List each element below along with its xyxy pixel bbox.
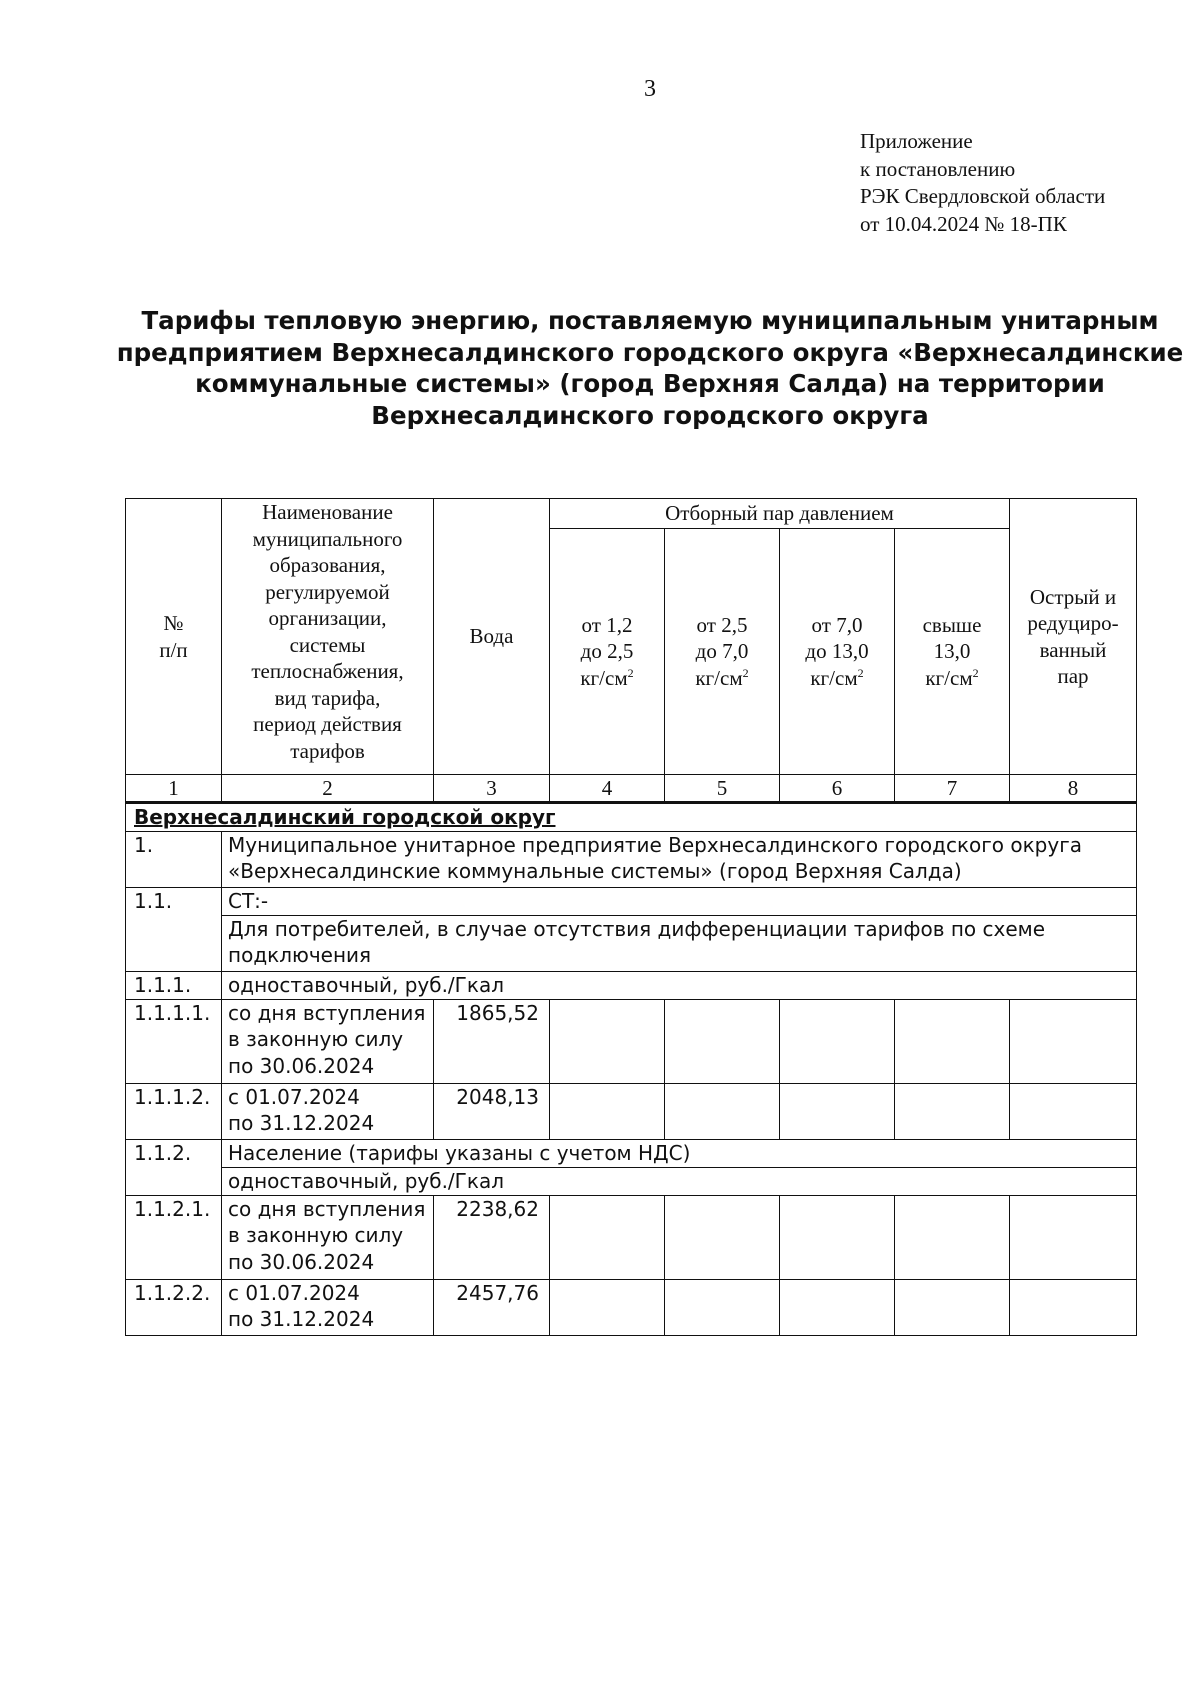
empty-cell [1010, 1195, 1137, 1279]
header-line: от 7,0 [811, 612, 863, 637]
empty-cell [550, 999, 665, 1083]
empty-cell [550, 1083, 665, 1139]
header-line [895, 665, 1009, 692]
title-line: коммунальные системы» (город Верхняя Салда) на территории [195, 369, 1105, 398]
text-line: в законную силу [228, 1223, 404, 1247]
empty-cell [665, 1279, 780, 1335]
tariff-type: СТ:- [222, 887, 1137, 915]
header-line [550, 665, 664, 692]
organization-name [222, 831, 1137, 887]
water-tariff: 2048,13 [434, 1083, 550, 1139]
empty-cell [665, 1195, 780, 1279]
header-pressure-3 [780, 529, 895, 775]
tariff-period [222, 1279, 434, 1335]
appendix-block [860, 128, 1105, 238]
column-number: 1 [126, 775, 222, 803]
appendix-line: Приложение [860, 129, 973, 153]
empty-cell [780, 1279, 895, 1335]
page-number: 3 [644, 76, 656, 102]
tariff-table [125, 498, 1137, 1336]
empty-cell [895, 1083, 1010, 1139]
row-number: 1.1.1. [126, 971, 222, 999]
unit-text: кг/см [810, 665, 858, 690]
empty-cell [780, 1083, 895, 1139]
header-sharp-steam [1010, 499, 1137, 775]
text-line: с 01.07.2024 [228, 1084, 360, 1109]
column-number: 5 [665, 775, 780, 803]
header-line: системы [289, 632, 366, 657]
title-line: Тарифы тепловую энергию, поставляемую муниципальным унитарным [141, 306, 1159, 335]
text-line: с 01.07.2024 [228, 1280, 360, 1305]
empty-cell [780, 1195, 895, 1279]
column-number: 4 [550, 775, 665, 803]
consumer-group [222, 915, 1137, 971]
empty-cell [550, 1279, 665, 1335]
empty-cell [665, 1083, 780, 1139]
unit-exponent: 2 [972, 665, 979, 680]
row-number: 1.1.2.1. [126, 1195, 222, 1279]
header-line: ванный [1039, 637, 1107, 662]
header-line: организации, [268, 606, 387, 630]
unit-exponent: 2 [742, 665, 749, 680]
text-line: в законную силу [228, 1027, 404, 1051]
title-line: предприятием Верхнесалдинского городского округа «Верхнесалдинские [116, 337, 1184, 367]
header-line: тарифов [290, 738, 365, 763]
header-steam-group: Отборный пар давлением [550, 499, 1010, 529]
consumer-group: Население (тарифы указаны с учетом НДС) [222, 1139, 1137, 1167]
header-line: теплоснабжения, [251, 659, 404, 683]
unit-text: кг/см [695, 665, 743, 690]
tariff-kind: одноставочный, руб./Гкал [222, 971, 1137, 999]
column-number: 2 [222, 775, 434, 803]
text-line: Муниципальное унитарное предприятие Верхнесалдинского городского округа [228, 832, 1082, 857]
header-line: период действия [253, 712, 402, 736]
tariff-period [222, 1083, 434, 1139]
empty-cell [1010, 1083, 1137, 1139]
text-line: «Верхнесалдинские коммунальные системы» (город Верхняя Салда) [228, 859, 962, 883]
header-line: до 13,0 [805, 639, 869, 664]
text-line: со дня вступления [228, 1196, 426, 1221]
row-number: 1.1.2. [126, 1139, 222, 1195]
header-water: Вода [434, 499, 550, 775]
header-pressure-4 [895, 529, 1010, 775]
empty-cell [1010, 1279, 1137, 1335]
row-number: 1.1.1.2. [126, 1083, 222, 1139]
text-line: со дня вступления [228, 1000, 426, 1025]
empty-cell [665, 999, 780, 1083]
tariff-kind: одноставочный, руб./Гкал [222, 1167, 1137, 1195]
header-line: № [163, 611, 184, 635]
water-tariff: 2238,62 [434, 1195, 550, 1279]
row-number: 1.1.1.1. [126, 999, 222, 1083]
row-number: 1.1. [126, 887, 222, 971]
header-line [780, 665, 894, 692]
unit-exponent: 2 [627, 665, 634, 680]
text-line: подключения [228, 943, 372, 967]
document-title [110, 305, 1190, 431]
appendix-line: от 10.04.2024 № 18-ПК [860, 211, 1067, 236]
header-line: от 1,2 [581, 612, 633, 637]
empty-cell [895, 999, 1010, 1083]
header-name [222, 499, 434, 775]
header-line: 13,0 [933, 639, 971, 664]
empty-cell [895, 1195, 1010, 1279]
unit-exponent: 2 [857, 665, 864, 680]
empty-cell [780, 999, 895, 1083]
title-line: Верхнесалдинского городского округа [371, 400, 929, 430]
row-number: 1.1.2.2. [126, 1279, 222, 1335]
appendix-line: к постановлению [860, 156, 1016, 181]
header-pressure-1 [550, 529, 665, 775]
column-number: 7 [895, 775, 1010, 803]
header-line: п/п [159, 637, 188, 662]
header-line: вид тарифа, [274, 685, 381, 710]
tariff-period [222, 1195, 434, 1279]
header-line: до 7,0 [695, 639, 749, 664]
header-number [126, 499, 222, 775]
header-line: до 2,5 [580, 639, 634, 664]
text-line: по 31.12.2024 [228, 1111, 375, 1135]
text-line: по 31.12.2024 [228, 1307, 375, 1331]
column-number: 3 [434, 775, 550, 803]
text-line: Для потребителей, в случае отсутствия дифференциации тарифов по схеме [228, 916, 1046, 941]
water-tariff: 1865,52 [434, 999, 550, 1083]
text-line: по 30.06.2024 [228, 1053, 375, 1078]
column-number: 8 [1010, 775, 1137, 803]
header-line: свыше [922, 612, 982, 637]
header-line: Наименование [262, 500, 393, 524]
section-heading: Верхнесалдинский городской округ [126, 803, 1137, 832]
row-number: 1. [126, 831, 222, 887]
empty-cell [1010, 999, 1137, 1083]
header-line: от 2,5 [696, 612, 748, 637]
empty-cell [895, 1279, 1010, 1335]
header-line: редуциро- [1027, 611, 1119, 635]
header-line: пар [1057, 664, 1089, 688]
header-pressure-2 [665, 529, 780, 775]
tariff-period [222, 999, 434, 1083]
header-line: образования, [269, 553, 386, 577]
appendix-line: РЭК Свердловской области [860, 184, 1106, 208]
header-line [665, 665, 779, 692]
header-line: муниципального [252, 526, 403, 551]
header-line: регулируемой [265, 579, 390, 604]
text-line: по 30.06.2024 [228, 1249, 375, 1274]
header-line: Острый и [1029, 584, 1117, 609]
column-number: 6 [780, 775, 895, 803]
water-tariff: 2457,76 [434, 1279, 550, 1335]
empty-cell [550, 1195, 665, 1279]
unit-text: кг/см [580, 665, 628, 690]
unit-text: кг/см [925, 665, 973, 690]
